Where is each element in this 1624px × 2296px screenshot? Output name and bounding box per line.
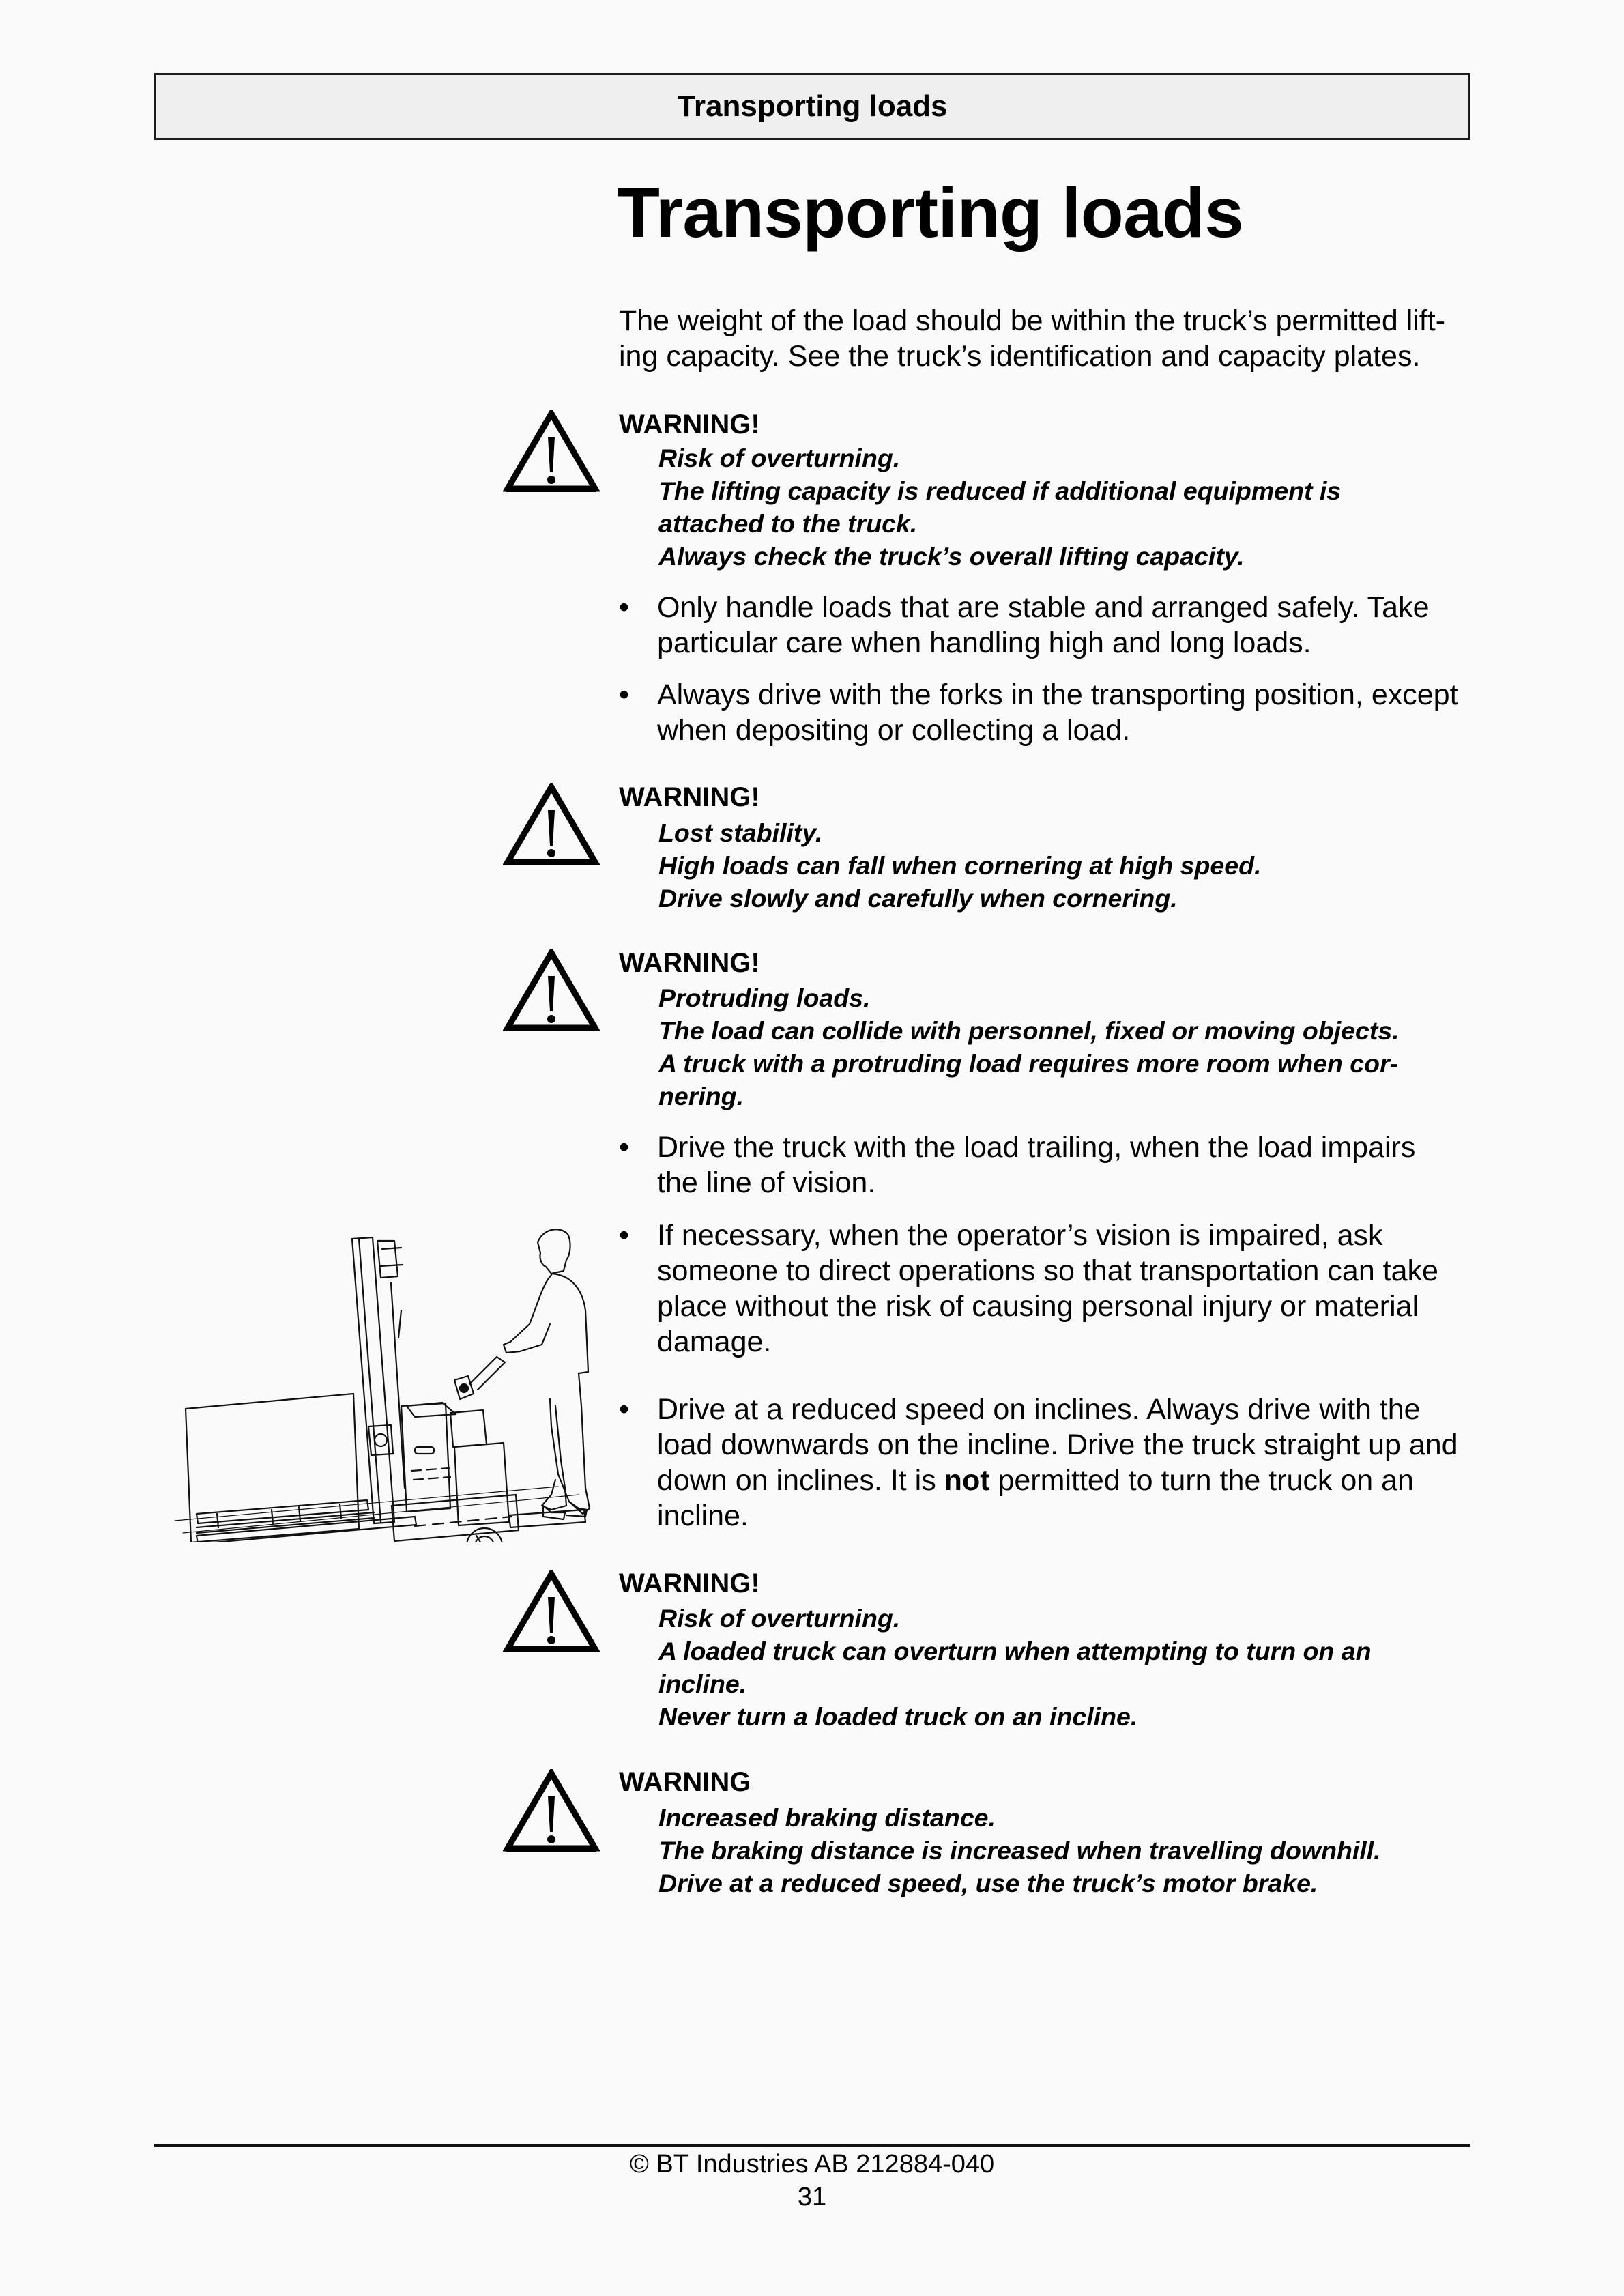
list-item-line bbox=[657, 1463, 1458, 1498]
warning-heading: WARNING! bbox=[619, 782, 760, 812]
warning-body bbox=[658, 1602, 1372, 1733]
warning-triangle-icon bbox=[503, 1570, 600, 1654]
list-item-line: place without the risk of causing personal injury or material bbox=[657, 1290, 1419, 1323]
list-item-line: when depositing or collecting a load. bbox=[657, 714, 1131, 747]
running-header bbox=[154, 73, 1470, 140]
footer-copyright: © BT Industries AB 212884-040 bbox=[629, 2150, 995, 2179]
warning-line: A truck with a protruding load requires more room when cor- bbox=[658, 1049, 1399, 1078]
bullet-icon: • bbox=[619, 1219, 630, 1252]
warning-line: Never turn a loaded truck on an incline. bbox=[658, 1702, 1138, 1731]
list-item-line: load downwards on the incline. Drive the truck straight up and bbox=[657, 1429, 1458, 1461]
intro-paragraph bbox=[619, 303, 1479, 374]
bullet-icon: • bbox=[619, 591, 630, 624]
list-item-line: the line of vision. bbox=[657, 1166, 876, 1199]
bullet-icon: • bbox=[619, 1393, 630, 1426]
list-item-line: Only handle loads that are stable and arranged safely. Take bbox=[657, 591, 1430, 624]
warning-line: The braking distance is increased when travelling downhill. bbox=[658, 1836, 1381, 1865]
text-segment: down on inclines. It is bbox=[657, 1464, 944, 1497]
list-item-line: damage. bbox=[657, 1325, 772, 1358]
warning-heading: WARNING! bbox=[619, 948, 760, 978]
emphasis-not: not bbox=[944, 1464, 990, 1497]
warning-body bbox=[658, 816, 1261, 915]
warning-line: The lifting capacity is reduced if additional equipment is bbox=[658, 476, 1342, 505]
warning-line: Drive slowly and carefully when cornering. bbox=[658, 884, 1178, 913]
warning-triangle-icon bbox=[503, 410, 600, 494]
list-item-line: someone to direct operations so that transportation can take bbox=[657, 1254, 1438, 1287]
intro-line: The weight of the load should be within the truck’s permitted lift- bbox=[619, 304, 1446, 337]
list-item-line: Drive at a reduced speed on inclines. Always drive with the bbox=[657, 1393, 1421, 1426]
warning-heading: WARNING bbox=[619, 1767, 751, 1797]
warning-line: Risk of overturning. bbox=[658, 444, 901, 472]
warning-line: Drive at a reduced speed, use the truck’s motor brake. bbox=[658, 1869, 1318, 1897]
warning-line: incline. bbox=[658, 1669, 747, 1698]
warning-line: Risk of overturning. bbox=[658, 1604, 901, 1633]
page-title: Transporting loads bbox=[617, 173, 1244, 252]
list-item-line: particular care when handling high and long loads. bbox=[657, 627, 1311, 659]
warning-line: Lost stability. bbox=[658, 818, 823, 847]
warning-line: High loads can fall when cornering at high speed. bbox=[658, 851, 1262, 880]
warning-line: The load can collide with personnel, fixed or moving objects. bbox=[658, 1016, 1400, 1045]
text-segment: permitted to turn the truck on an bbox=[989, 1464, 1414, 1497]
footer-divider bbox=[154, 2144, 1470, 2147]
warning-heading: WARNING! bbox=[619, 410, 760, 440]
warning-body bbox=[658, 1801, 1381, 1899]
warning-body bbox=[658, 981, 1400, 1113]
warning-line: Always check the truck’s overall lifting capacity. bbox=[658, 542, 1245, 571]
warning-body bbox=[658, 442, 1341, 573]
list-item-line: incline. bbox=[657, 1499, 749, 1532]
list-item-line: If necessary, when the operator’s vision is impaired, ask bbox=[657, 1219, 1383, 1252]
warning-heading: WARNING! bbox=[619, 1568, 760, 1598]
warning-triangle-icon bbox=[503, 949, 600, 1033]
page-number: 31 bbox=[797, 2183, 827, 2211]
list-item-line: Drive the truck with the load trailing, when the load impairs bbox=[657, 1131, 1416, 1164]
bullet-icon: • bbox=[619, 1131, 630, 1164]
stacker-truck-illustration bbox=[169, 1201, 606, 1542]
list-item-line: Always drive with the forks in the transporting position, except bbox=[657, 678, 1458, 711]
warning-line: A loaded truck can overturn when attempting to turn on an bbox=[658, 1637, 1372, 1665]
warning-line: nering. bbox=[658, 1082, 744, 1110]
warning-triangle-icon bbox=[503, 1769, 600, 1854]
warning-line: Increased braking distance. bbox=[658, 1803, 996, 1832]
bullet-icon: • bbox=[619, 678, 630, 711]
warning-line: attached to the truck. bbox=[658, 509, 918, 538]
warning-triangle-icon bbox=[503, 783, 600, 867]
intro-line: ing capacity. See the truck’s identification and capacity plates. bbox=[619, 340, 1421, 373]
running-header-title: Transporting loads bbox=[677, 89, 948, 123]
warning-line: Protruding loads. bbox=[658, 984, 871, 1012]
